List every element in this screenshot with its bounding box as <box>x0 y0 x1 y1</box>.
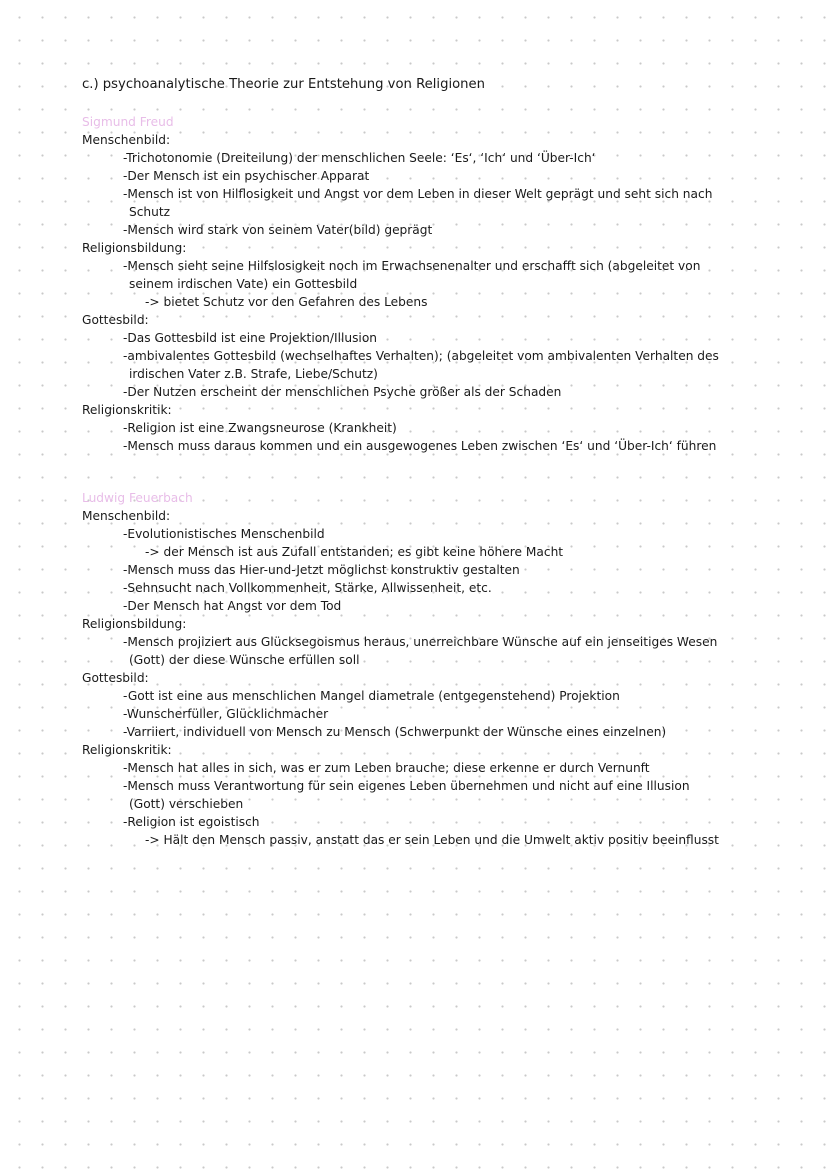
bullet-line: -Das Gottesbild ist eine Projektion/Illusion <box>123 331 378 345</box>
bullet-line: -Der Nutzen erscheint der menschlichen Psyche größer als der Schaden <box>123 385 562 399</box>
subheading: Religionsbildung: <box>82 617 187 631</box>
subheading: Gottesbild: <box>82 313 149 327</box>
bullet-continuation: irdischen Vater z.B. Strafe, Liebe/Schutz) <box>129 367 378 381</box>
bullet-line: -Wunscherfüller, Glücklichmacher <box>123 707 329 721</box>
bullet-line: -Religion ist egoistisch <box>123 815 260 829</box>
subheading: Gottesbild: <box>82 671 149 685</box>
sub-bullet-line: -> der Mensch ist aus Zufall entstanden; es gibt keine höhere Macht <box>145 545 564 559</box>
bullet-line: -Sehnsucht nach Vollkommenheit, Stärke, Allwissenheit, etc. <box>123 581 492 595</box>
bullet-line: -Trichotonomie (Dreiteilung) der menschlichen Seele: ‘Es‘, ‘Ich‘ und ‘Über-Ich‘ <box>123 151 596 165</box>
subheading: Religionskritik: <box>82 403 172 417</box>
bullet-continuation: (Gott) der diese Wünsche erfüllen soll <box>129 653 360 667</box>
bullet-line: -Varriiert, individuell von Mensch zu Mensch (Schwerpunkt der Wünsche eines einzelnen) <box>123 725 667 739</box>
section-feuerbach <box>82 489 782 849</box>
sub-bullet-line: -> bietet Schutz vor den Gefahren des Lebens <box>145 295 428 309</box>
bullet-line: -Mensch muss das Hier-und-Jetzt möglichst konstruktiv gestalten <box>123 563 520 577</box>
bullet-line: -Religion ist eine Zwangsneurose (Krankheit) <box>123 421 397 435</box>
bullet-line: -Gott ist eine aus menschlichen Mangel diametrale (entgegenstehend) Projektion <box>123 689 620 703</box>
bullet-line: -Der Mensch ist ein psychischer Apparat <box>123 169 370 183</box>
section-author: Ludwig Feuerbach <box>82 491 193 505</box>
bullet-continuation: Schutz <box>129 205 171 219</box>
bullet-line: -Mensch hat alles in sich, was er zum Leben brauche; diese erkenne er durch Vernunft <box>123 761 650 775</box>
section-author: Sigmund Freud <box>82 115 174 129</box>
subheading: Religionskritik: <box>82 743 172 757</box>
bullet-continuation: (Gott) verschieben <box>129 797 244 811</box>
bullet-line: -Mensch muss daraus kommen und ein ausgewogenes Leben zwischen ‘Es‘ und ‘Über-Ich‘ führen <box>123 439 717 453</box>
bullet-line: -Der Mensch hat Angst vor dem Tod <box>123 599 342 613</box>
bullet-line: -ambivalentes Gottesbild (wechselhaftes Verhalten); (abgeleitet vom ambivalenten Verhalten des <box>123 349 719 363</box>
subheading: Menschenbild: <box>82 133 171 147</box>
section-freud <box>82 113 782 455</box>
subheading: Religionsbildung: <box>82 241 187 255</box>
bullet-line: -Evolutionistisches Menschenbild <box>123 527 325 541</box>
bullet-continuation: seinem irdischen Vate) ein Gottesbild <box>129 277 358 291</box>
page-title: c.) psychoanalytische Theorie zur Entstehung von Religionen <box>82 77 486 92</box>
bullet-line: -Mensch sieht seine Hilfslosigkeit noch im Erwachsenenalter und erschafft sich (abgeleitet von <box>123 259 701 273</box>
subheading: Menschenbild: <box>82 509 171 523</box>
bullet-line: -Mensch ist von Hilflosigkeit und Angst vor dem Leben in dieser Welt geprägt und seht sich nach <box>123 187 713 201</box>
bullet-line: -Mensch projiziert aus Glücksegoismus heraus, unerreichbare Wünsche auf ein jenseitiges Wesen <box>123 635 718 649</box>
bullet-line: -Mensch muss Verantwortung für sein eigenes Leben übernehmen und nicht auf eine Illusion <box>123 779 690 793</box>
bullet-line: -Mensch wird stark von seinem Vater(bild) geprägt <box>123 223 433 237</box>
sub-bullet-line: -> Hält den Mensch passiv, anstatt das er sein Leben und die Umwelt aktiv positiv beeinflusst <box>145 833 719 847</box>
